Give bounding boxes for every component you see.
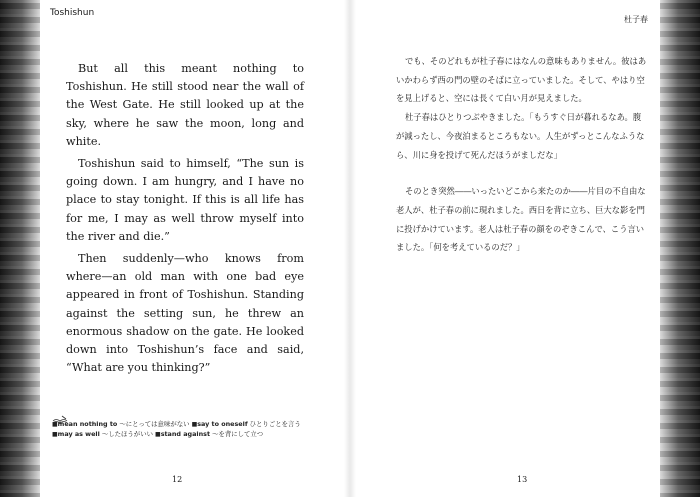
glossary-item: ■mean nothing to 〜にとっては意味がない <box>52 420 190 428</box>
running-header-left: Toshishun <box>50 8 95 18</box>
japanese-paragraph-3: そのとき突然――いったいどこから来たのか――片目の不自由な老人が、杜子春の前に現れました。西日を背に立ち、巨大な影を門に投げかけています。老人は杜子春の顔をのぞきこんで、こう言いました。「何を考えているのだ？」 <box>396 186 646 253</box>
glossary-item: ■may as well 〜したほうがいい <box>52 429 153 438</box>
japanese-body-text <box>396 52 648 257</box>
english-paragraph-2: Toshishun said to himself, “The sun is going down. I am hungry, and I have no place to stay tonight. If this is all life has for me, I may as well throw myself into the river and die.” <box>66 157 304 243</box>
book-gutter <box>344 0 356 497</box>
left-page-edge-decoration <box>0 0 40 497</box>
glossary-item: ■stand against 〜を背にして立つ <box>155 429 264 438</box>
running-header-right: 杜子春 <box>624 15 648 24</box>
english-body-text <box>66 60 304 381</box>
page-number-right: 13 <box>517 475 528 484</box>
glossary <box>52 420 302 439</box>
english-paragraph-3: Then suddenly—who knows from where—an old man with one bad eye appeared in front of Toshishun. Standing against the setting sun, he threw an enormous shadow on the gate. He looked down into Toshishun’s face and said, “What are you thinking?” <box>66 252 304 375</box>
right-page-edge-decoration <box>660 0 700 497</box>
japanese-paragraph-2: 杜子春はひとりつぶやきました。「もうすぐ日が暮れるなあ。腹が減ったし、今夜泊まるところもない。人生がずっとこんなふうなら、川に身を投げて死んだほうがましだな」 <box>396 112 645 160</box>
page-number-left: 12 <box>172 475 183 484</box>
japanese-paragraph-1: でも、そのどれもが杜子春にはなんの意味もありません。彼はあいかわらず西の門の壁のそばに立っていました。そして、やはり空を見上げると、空には長くて白い月が見えました。 <box>396 56 647 104</box>
english-paragraph-1: But all this meant nothing to Toshishun. He still stood near the wall of the West Gate. He still looked up at the sky, where he saw the moon, long and white. <box>66 62 304 148</box>
glossary-item: ■say to oneself ひとりごとを言う <box>191 420 301 428</box>
